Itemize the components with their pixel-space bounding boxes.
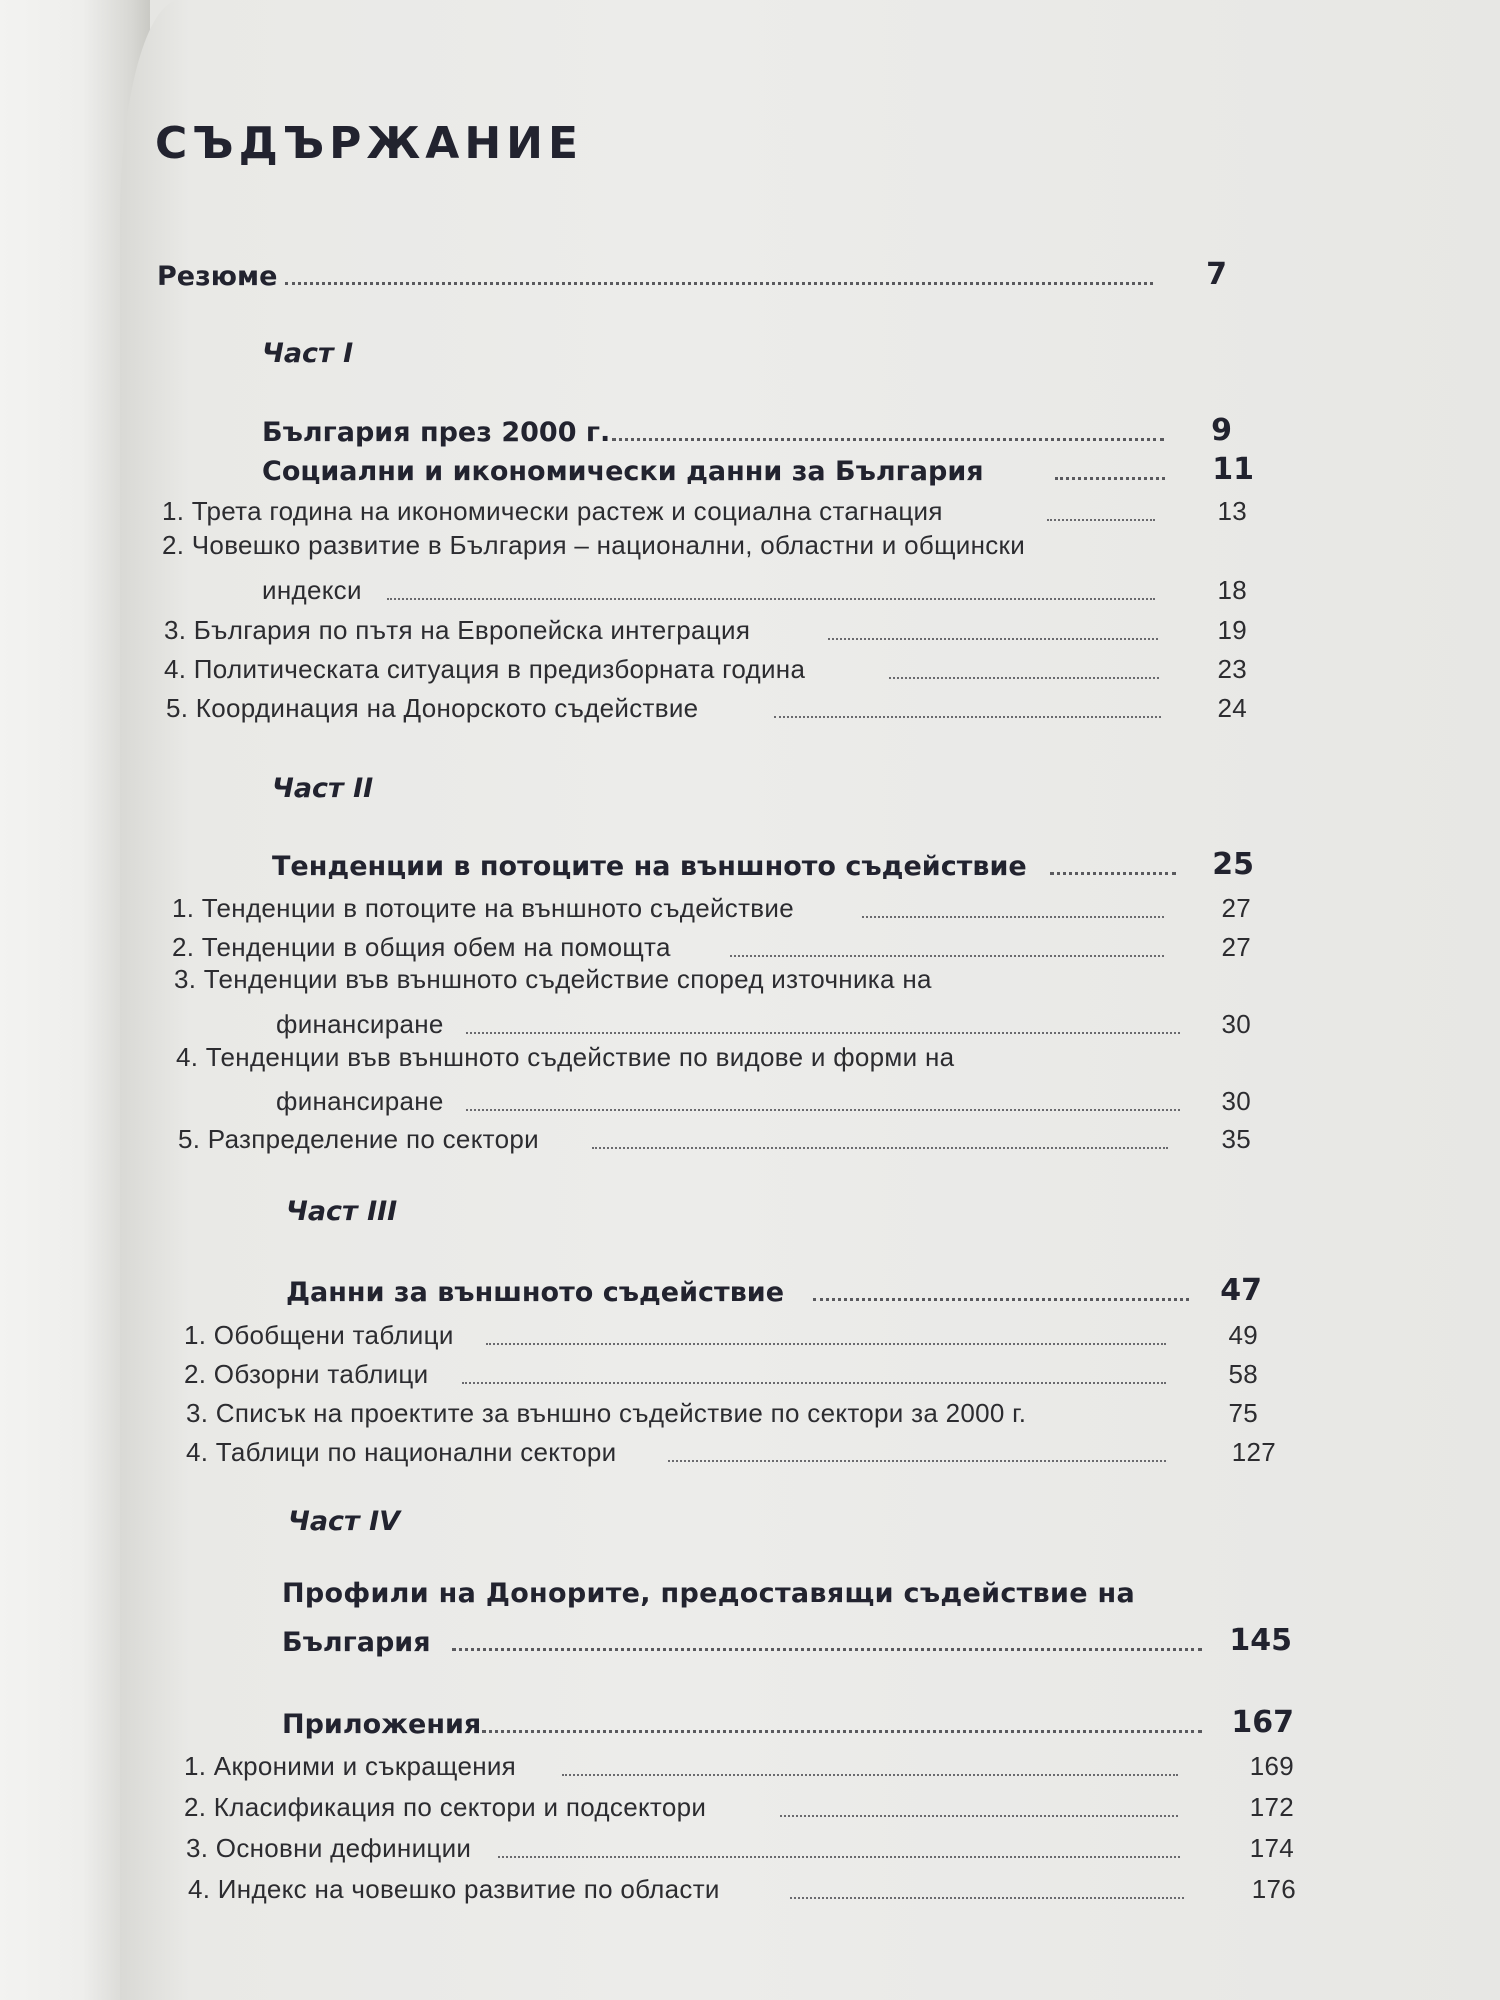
toc-item-label: 4. Политическата ситуация в предизборната година	[164, 654, 806, 684]
toc-page-number: 167	[1231, 1705, 1294, 1740]
dot-leader	[498, 1856, 1180, 1858]
toc-page-number: 49	[1228, 1320, 1258, 1350]
dot-leader	[1050, 872, 1176, 875]
toc-item	[162, 487, 1247, 527]
toc-page-number: 30	[1221, 1009, 1251, 1039]
dot-leader	[828, 638, 1158, 640]
toc-item-label: 2. Класификация по сектори и подсектори	[184, 1792, 707, 1822]
toc-section	[282, 1700, 1294, 1740]
toc-section	[286, 1268, 1262, 1308]
toc-item-label: 1. Трета година на икономически растеж и социална стагнация	[162, 496, 943, 526]
toc-page-number: 7	[1206, 257, 1227, 292]
dot-leader	[387, 598, 1155, 600]
toc-section	[282, 1618, 1292, 1658]
toc-section-label: Профили на Донорите, предоставящи съдействие на	[282, 1578, 1135, 1609]
dot-leader	[462, 1382, 1166, 1384]
toc-page-number: 145	[1229, 1623, 1292, 1658]
dot-leader	[562, 1774, 1178, 1776]
toc-page-number: 27	[1221, 932, 1251, 962]
dot-leader	[668, 1460, 1166, 1462]
toc-item	[188, 1865, 1296, 1905]
dot-leader	[482, 1730, 1202, 1733]
toc-section-label: Данни за външното съдействие	[286, 1277, 785, 1308]
dot-leader	[790, 1897, 1184, 1899]
toc-page-number: 176	[1251, 1874, 1296, 1904]
dot-leader	[285, 282, 1153, 285]
toc-item	[186, 1389, 1258, 1429]
toc-item	[184, 1350, 1258, 1390]
toc-page-number: 172	[1249, 1792, 1294, 1822]
toc-page-number: 174	[1249, 1833, 1294, 1863]
dot-leader	[862, 916, 1164, 918]
toc-section	[262, 408, 1232, 448]
toc-section-label: Тенденции в потоците на външното съдействие	[272, 851, 1027, 882]
toc-page-number: 23	[1217, 654, 1247, 684]
toc-item-label: 4. Таблици по национални сектори	[186, 1437, 617, 1467]
toc-item-label-continued: индекси	[262, 575, 362, 605]
dot-leader	[486, 1343, 1166, 1345]
toc-item	[184, 1783, 1294, 1823]
toc-page-number: 9	[1211, 413, 1232, 448]
toc-item-label: 2. Човешко развитие в България – национални, областни и общински	[162, 530, 1026, 560]
toc-item-label: 4. Индекс на човешко развитие по области	[188, 1874, 720, 1904]
dot-leader	[466, 1032, 1180, 1034]
toc-entry-summary	[157, 252, 1227, 292]
part-heading: Част I	[262, 338, 354, 369]
toc-section-label: Приложения	[282, 1709, 482, 1740]
toc-item	[178, 1115, 1251, 1155]
toc-page-number: 11	[1212, 452, 1254, 487]
toc-page-number: 13	[1217, 496, 1247, 526]
toc-item	[184, 1311, 1258, 1351]
toc-item	[164, 606, 1247, 646]
dot-leader	[780, 1815, 1178, 1817]
toc-item	[184, 1742, 1294, 1782]
toc-page-number: 19	[1217, 615, 1247, 645]
toc-item	[276, 1000, 1251, 1040]
toc-item-label: 5. Координация на Донорското съдействие	[166, 693, 699, 723]
dot-leader	[612, 438, 1164, 441]
toc-item-label: 2. Обзорни таблици	[184, 1359, 429, 1389]
part-heading: Част II	[272, 773, 374, 804]
dot-leader	[592, 1147, 1168, 1149]
toc-item	[276, 1077, 1251, 1117]
toc-page-number: 35	[1221, 1124, 1251, 1154]
toc-page-number: 75	[1228, 1398, 1258, 1428]
toc-page-number: 27	[1221, 893, 1251, 923]
toc-page-number: 18	[1217, 575, 1247, 605]
dot-leader	[452, 1648, 1202, 1651]
toc-page-number: 169	[1249, 1751, 1294, 1781]
toc-item-label: 1. Обобщени таблици	[184, 1320, 454, 1350]
dot-leader	[813, 1298, 1189, 1301]
toc-item	[164, 645, 1247, 685]
toc-page-number: 127	[1231, 1437, 1276, 1467]
toc-item-label: 3. Списък на проектите за външно съдействие по сектори за 2000 г.	[186, 1398, 1027, 1428]
toc-section-label: България през 2000 г.	[262, 417, 611, 448]
toc-item	[186, 1824, 1294, 1864]
toc-section	[272, 842, 1254, 882]
dot-leader	[774, 716, 1161, 718]
toc-item-label: 1. Тенденции в потоците на външното съдействие	[172, 893, 795, 923]
part-heading: Част IV	[288, 1506, 401, 1537]
toc-item	[166, 684, 1247, 724]
toc-page-number: 24	[1217, 693, 1247, 723]
dot-leader	[730, 955, 1164, 957]
toc-entry-label: Резюме	[157, 261, 278, 292]
toc-page-number: 30	[1221, 1086, 1251, 1116]
toc-page-number: 47	[1220, 1273, 1262, 1308]
dot-leader	[1055, 477, 1165, 480]
part-heading: Част III	[286, 1196, 398, 1227]
toc-item-label-continued: финансиране	[276, 1086, 444, 1116]
dot-leader	[889, 677, 1159, 679]
dot-leader	[1047, 519, 1155, 521]
toc-item-label: 3. Тенденции във външното съдействие според източника на	[174, 964, 932, 994]
toc-item	[172, 923, 1251, 963]
toc-item-label: 1. Акроними и съкращения	[184, 1751, 517, 1781]
toc-item-label: 5. Разпределение по сектори	[178, 1124, 539, 1154]
toc-item-label-continued: финансиране	[276, 1009, 444, 1039]
toc-item	[172, 884, 1251, 924]
dot-leader	[466, 1109, 1180, 1111]
toc-section-label: Социални и икономически данни за България	[262, 456, 984, 487]
page-title: СЪДЪРЖАНИЕ	[155, 118, 584, 169]
toc-item	[262, 566, 1247, 606]
toc-item-label: 4. Тенденции във външното съдействие по видове и форми на	[176, 1042, 955, 1072]
toc-item-label: 2. Тенденции в общия обем на помощта	[172, 932, 671, 962]
toc-item-label: 3. Основни дефиниции	[186, 1833, 472, 1863]
toc-section	[262, 447, 1254, 487]
toc-item	[186, 1428, 1276, 1468]
toc-item-label: 3. България по пътя на Европейска интеграция	[164, 615, 751, 645]
toc-page-number: 25	[1212, 847, 1254, 882]
toc-page-number: 58	[1228, 1359, 1258, 1389]
toc-section-label-continued: България	[282, 1627, 431, 1658]
